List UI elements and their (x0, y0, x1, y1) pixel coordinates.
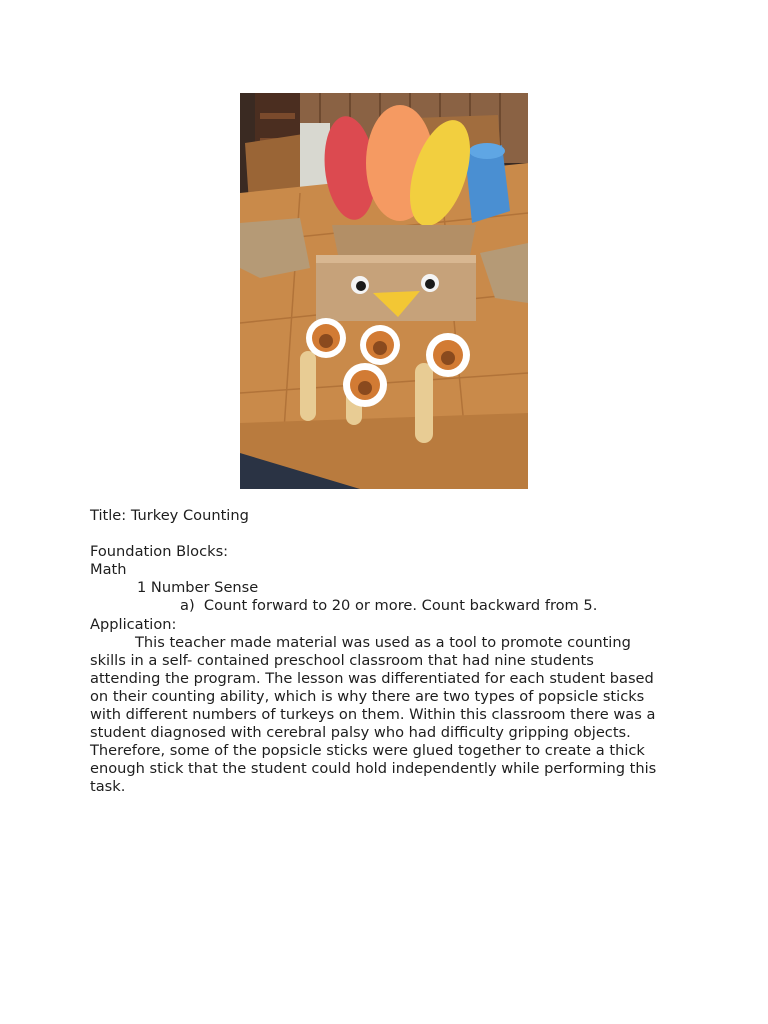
objective-line: a) Count forward to 20 or more. Count backward from 5. (180, 597, 598, 615)
paragraph-line: attending the program. The lesson was differentiated for each student based (90, 669, 654, 687)
turkey-counting-photo (240, 93, 528, 489)
paragraph-line: student diagnosed with cerebral palsy who had difficulty gripping objects. (90, 724, 631, 742)
foundation-heading: Foundation Blocks: (90, 543, 229, 561)
paragraph-line: on their counting ability, which is why there are two types of popsicle sticks (90, 687, 645, 705)
blank-line (90, 525, 690, 543)
paragraph-line: enough stick that the student could hold independently while performing this (90, 760, 657, 778)
application-paragraph (90, 634, 690, 797)
paragraph-line: This teacher made material was used as a tool to promote counting (135, 633, 631, 651)
subject-line: Math (90, 561, 127, 579)
paragraph-line: task. (90, 778, 126, 796)
title-line: Title: Turkey Counting (90, 507, 249, 524)
paragraph-line: Therefore, some of the popsicle sticks were glued together to create a thick (90, 742, 645, 760)
standard-line: 1 Number Sense (137, 579, 259, 597)
lesson-text (90, 507, 690, 797)
paragraph-line: with different numbers of turkeys on them. Within this classroom there was a (90, 706, 656, 724)
application-heading: Application: (90, 615, 177, 633)
paragraph-line: skills in a self- contained preschool classroom that had nine students (90, 651, 594, 669)
